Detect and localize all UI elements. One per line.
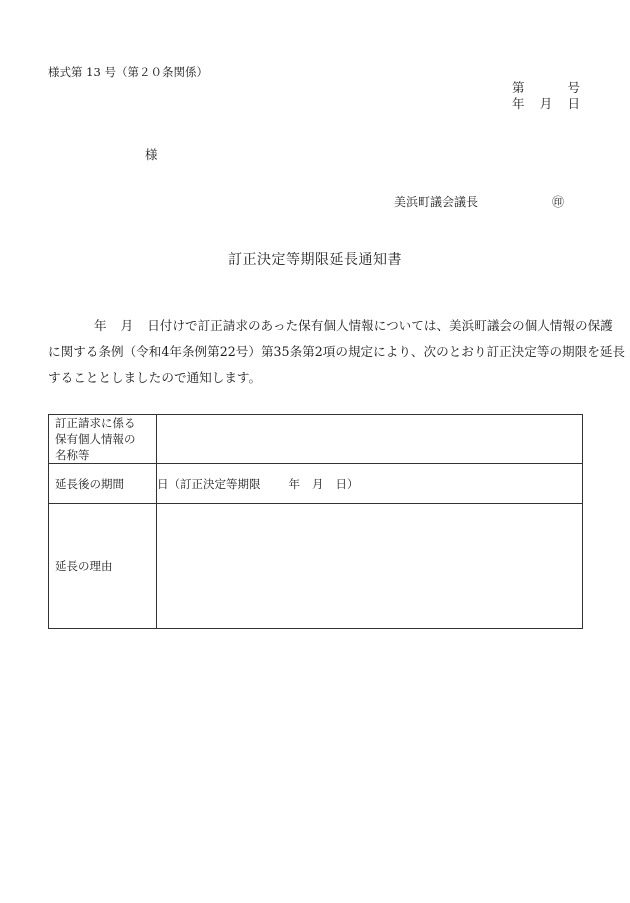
extension-reason-field[interactable] [157,504,583,629]
form-number: 様式第 13 号（第２０条関係） [48,65,208,79]
label-line: 訂正請求に係る [55,416,136,430]
period-deadline-label: （訂正決定等期限 [168,476,261,491]
addressee-honorific: 様 [145,147,158,162]
date-day: 日 [567,96,580,111]
personal-info-name-field[interactable] [157,415,583,464]
seal-mark: ㊞ [552,195,565,209]
doc-number-suffix: 号 [567,80,580,95]
extended-period-label: 延長後の期間 [49,464,157,504]
body-month: 月 [120,318,134,333]
label-line: 保有個人情報の [55,432,136,446]
extended-period-field[interactable] [157,464,583,504]
sender-name: 美浜町議会議長 [394,195,479,209]
body-line-2: に関する条例（令和4年条例第22号）第35条第2項の規定により、次のとおり訂正決定等の期限を延長 [48,344,626,359]
date-month: 月 [539,96,553,111]
period-day: 日 [157,476,169,491]
body-line-1 [48,313,613,339]
period-month: 月 [312,476,324,491]
body-year: 年 [94,318,107,333]
table-row [49,415,583,464]
label-line: 名称等 [55,448,90,462]
document-number-date [512,80,580,112]
table-row [49,464,583,504]
table-row [49,504,583,629]
date-year: 年 [512,96,525,111]
extension-details-table [48,414,583,629]
body-line-3: することとしましたので通知します。 [48,370,262,385]
notice-body [48,313,626,391]
period-day-close: 日） [335,476,359,491]
doc-number-prefix: 第 [512,80,525,95]
document-title: 訂正決定等期限延長通知書 [228,252,402,268]
period-year: 年 [288,476,300,491]
body-line-1-text: 日付けで訂正請求のあった保有個人情報については、美浜町議会の個人情報の保護 [147,318,613,333]
personal-info-name-label [49,415,157,464]
extension-reason-label: 延長の理由 [49,504,157,629]
